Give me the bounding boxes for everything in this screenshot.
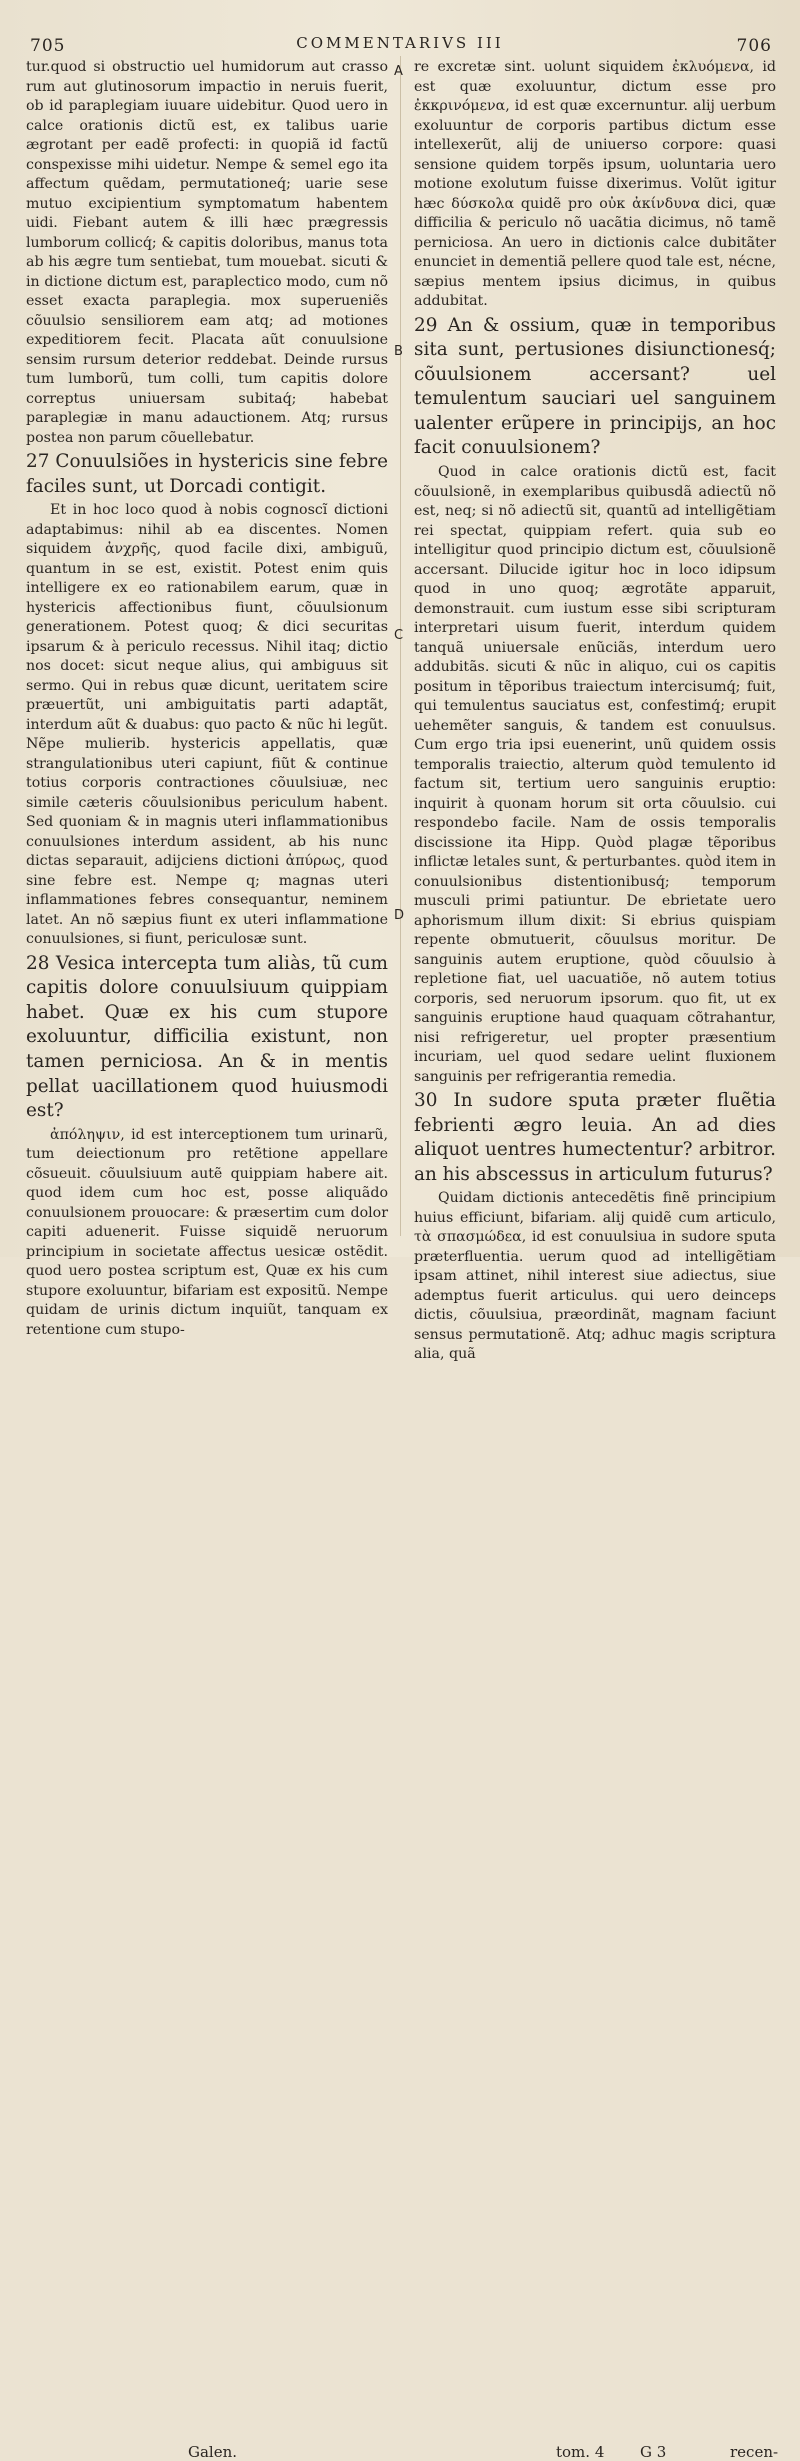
signature-mark: G 3 bbox=[640, 2443, 667, 2461]
catchword-left: Galen. bbox=[188, 2443, 238, 2461]
paragraph: ἀπόληψιν, id est interceptionem tum urinarũ, tum deiectionum pro retẽtione appellare cõsueuit. cõuulsiuum autẽ quippiam habere ait. quod idem cum hoc est, posse aliquãdo conuulsionem prouocare: & præsertim cum dolor capiti aduenerit. Fuisse siquidẽ neruorum principium in societate affectus uesicæ ostẽdit. quod uero postea scriptum est, Quæ ex his cum stupore exoluuntur, bifariam est expositũ. Nempe quidam de urinis dictum inquiũt, tanquam ex retentione cum stupo- bbox=[26, 1126, 388, 1338]
paragraph: Et in hoc loco quod à nobis cognoscĩ dictioni adaptabimus: nihil ab ea discentes. Nomen siquidem ἀνχρῆς, quod facile dixi, ambiguũ, quantum in se est, existit. Potest enim quis intelligere ex eo rationabilem earum, quæ in hystericis affectionibus fiunt, cõuulsionum generationem. Potest quoq; & dici securitas ipsarum & à periculo recessus. Nihil itaq; dictio nos docet: sicut neque alius, qui ambiguus sit sermo. Qui in rebus quæ dicunt, ueritatem scire præuertũt, uni ambiguitatis parti adaptãt, interdum aũt & duabus: quo pacto & nũc hi legũt. Nẽpe mulierib. hystericis appellatis, quæ strangulationibus uteri capiunt, fiũt & continue totius corporis contractiones cõuulsiuæ, nec simile cæteris cõuulsionibus periculum habent. Sed quoniam & in magnis uteri inflammationibus conuulsiones interdum assident, ab his nunc dictas separauit, adijciens dictioni ἀπύρως, quod sine febre est. Nempe q; magnas uteri inflammationes febres consequantur, neminem latet. An nõ sæpius fiunt ex uteri inflammatione conuulsiones, si fiunt, periculosæ sunt. bbox=[26, 502, 388, 948]
margin-letter-c: C bbox=[394, 628, 404, 643]
margin-letter-a: A bbox=[394, 64, 403, 79]
right-column bbox=[414, 58, 776, 1365]
paragraph: re excretæ sint. uolunt siquidem ἐκλυόμενα, id est quæ exoluuntur, dictum esse pro ἐκκρινόμενα, id est quæ excernuntur. alij uerbum exoluuntur de corporis partibus dictum esse intellexerũt, alij de uniuerso corpore: quasi sensione quidem torpẽs ipsum, uoluntaria uero motione exolutum fuisse dixerimus. Volũt igitur hæc δύσκολα quidẽ pro οὐκ ἀκίνδυνα dici, quæ difficilia & periculo nõ uacãtia dicimus, nõ tamẽ perniciosa. An uero in dictionis calce dubitãter enunciet in dementiã pellere quod tale est, nécne, sæpius mentem ipsius dicimus, in quibus addubitat. bbox=[414, 59, 776, 309]
aphorism-28: 28 Vesica intercepta tum aliàs, tũ cum capitis dolore conuulsiuum quippiam habet. Quæ ex his cum stupore exoluuntur, difficilia existunt, non tamen perniciosa. An & in mentis pellat uacillationem quod huiusmodi est? bbox=[26, 952, 388, 1122]
aphorism-29: 29 An & ossium, quæ in temporibus sita sunt, pertusiones disiunctionesq́; cõuulsionem accersant? uel temulentum sauciari uel sanguinem ualenter erũpere in principijs, an hoc facit conuulsionem? bbox=[414, 314, 776, 459]
margin-letter-d: D bbox=[394, 908, 405, 923]
aphorism-30: 30 In sudore sputa præter fluẽtia febrienti ægro leuia. An ad dies aliquot uentres humectentur? arbitror. an his abscessus in articulum futurus? bbox=[414, 1090, 776, 1185]
aphorism-27: 27 Conuulsiões in hystericis sine febre faciles sunt, ut Dorcadi contigit. bbox=[26, 451, 388, 497]
running-head: COMMENTARIVS III bbox=[296, 34, 504, 52]
margin-letter-b: B bbox=[394, 344, 403, 359]
column-gutter-rule bbox=[400, 56, 401, 1236]
volume-mark: tom. 4 bbox=[556, 2443, 605, 2461]
catchword-right: recen- bbox=[730, 2443, 779, 2461]
paragraph: Quidam dictionis antecedẽtis finẽ principium huius efficiunt, bifariam. alij quidẽ cum articulo, τὰ σπασμώδεα, id est conuulsiua in sudore sputa præterfluentia. uerum quod ad intelligẽtiam ipsam attinet, nihil interest siue adiectus, siue ademptus fuerit articulus. qui uero deinceps dictis, cõuulsiua, præordinãt, magnam faciunt sensus permutationẽ. Atq; adhuc magis scriptura alia, quã bbox=[414, 1190, 776, 1363]
left-column bbox=[26, 58, 388, 1340]
page-header bbox=[0, 0, 800, 56]
paragraph: tur.quod si obstructio uel humidorum aut crasso rum aut glutinosorum impactio in neruis fuerit, ob id paraplegiam iuuare uidebitur. Quod uero in calce orationis dictũ est, ex talibus uarie ægrotant per eadẽ profecti: in quopiã id factũ conspexisse mihi uidetur. Nempe & semel ego ita affectum quẽdam, permutationeq́; uarie sese mutuo excipientium symptomatum habentem uidi. Fiebant autem & illi hæc prægressis lumborum collicq́; & capitis doloribus, manus tota ab his ægre tum sentiebat, tum mouebat. sicuti & in dictione dictum est, paraplectico modo, cum nõ esset exacta paraplegia. mox superueniẽs cõuulsio sensiliorem eam atq; ad motiones expeditiorem fecit. Placata aũt conuulsione sensim rursum deterior reddebat. Deinde rursus tum lumborũ, tum colli, tum capitis dolore correptus uniuersam subitaq́; habebat paraplegiæ in manu adauctionem. Atq; rursus postea non parum cõuellebatur. bbox=[26, 59, 388, 446]
page-number-left: 705 bbox=[30, 36, 66, 56]
page-number-right: 706 bbox=[736, 36, 772, 56]
paragraph: Quod in calce orationis dictũ est, facit cõuulsionẽ, in exemplaribus quibusdã adiectũ nõ est, neq; si nõ adiectũ sit, quantũ ad intelligẽtiam rei spectat, quippiam refert. quia sub eo intelligitur quod principio dictum est, cõuulsionẽ accersant. Dilucide igitur hoc in loco idipsum quod in uno quoq; ægrotãte apparuit, demonstrauit. cum iustum esse sibi scripturam interpretari uisum fuerit, interdum quidem tanquã uniuersale enũciãs, interdum uero addubitãs. sicuti & nũc in aliquo, cui os capitis positum in tẽporibus traiectum intercisumq́; fuit, qui temulentus sauciatus est, confestimq́; erupit uehemẽter sanguis, & tandem est conuulsus. Cum ergo tria ipsi euenerint, unũ quidem ossis temporalis traiectio, alterum quòd temulento id factum sit, tertium uero sanguinis eruptio: inquirit à quonam horum sit orta cõuulsio. cui respondebo facile. Nam de ossis temporalis discissione ita Hipp. Quòd plagæ tẽporibus inflictæ letales sunt, & perturbantes. quòd item in conuulsionibus distentionibusq́; temporum musculi primi patiuntur. De ebrietate uero aphorismum illum dixit: Si ebrius quispiam repente obmutuerit, cõuulsus moritur. De sanguinis autem eruptione, quòd cõuulsio à repletione fiat, uel uacuatiõe, nõ autem totius corporis, sed neruorum ipsorum. quo fit, ut ex sanguinis eruptione haud quaquam cõtrahantur, nisi refrigeretur, uel propter præsentium incuriam, uel quod sedare uelint fluxionem sanguinis per refrigerantia remedia. bbox=[414, 464, 776, 1085]
